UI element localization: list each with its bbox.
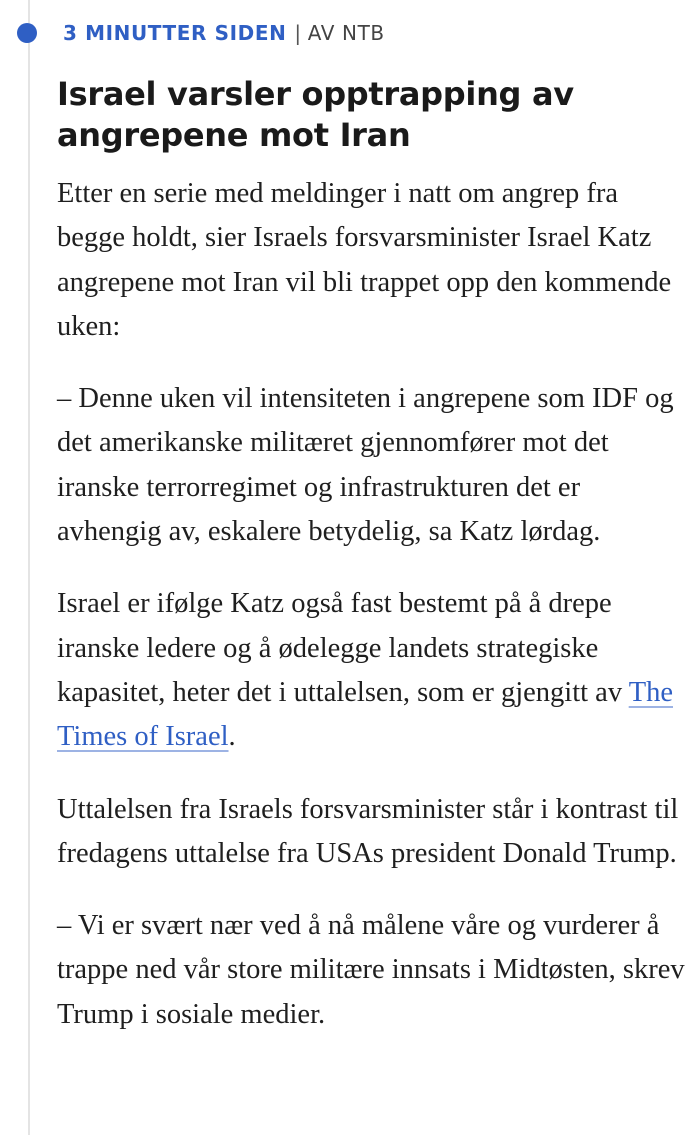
- entry-meta: [63, 21, 385, 45]
- timeline-dot: [17, 23, 37, 43]
- paragraph-2: – Denne uken vil intensiteten i angrepene som IDF og det amerikanske militæret gjennomfører mot det iranske terrorregimet og infrastrukturen det er avhengig av, eskalere betydelig, sa Katz lørdag.: [57, 383, 674, 548]
- paragraph-3-end: .: [228, 721, 236, 753]
- paragraph-5: – Vi er svært nær ved å nå målene våre og vurderer å trappe ned vår store militære innsats i Midtøsten, skrev Trump i sosiale medier.: [57, 910, 685, 1030]
- paragraph-3: [57, 582, 685, 759]
- entry-timestamp: 3 MINUTTER SIDEN: [63, 21, 287, 45]
- paragraph-3-text: Israel er ifølge Katz også fast bestemt på å drepe iranske ledere og å ødelegge landets strategiske kapasitet, heter det i uttalelsen, som er gjengitt av: [57, 588, 629, 708]
- entry-author: AV NTB: [307, 21, 385, 45]
- entry-body: [57, 172, 685, 1065]
- paragraph-1: Etter en serie med meldinger i natt om angrep fra begge holdt, sier Israels forsvarsminister Israel Katz angrepene mot Iran vil bli trappet opp den kommende uken:: [57, 178, 672, 342]
- paragraph-4: Uttalelsen fra Israels forsvarsminister står i kontrast til fredagens uttalelse fra USAs president Donald Trump.: [57, 793, 679, 869]
- times-of-israel-link[interactable]: The Times of Israel: [57, 676, 673, 753]
- meta-separator: |: [294, 21, 302, 45]
- timeline-line: [28, 0, 30, 1135]
- entry-headline: Israel varsler opptrapping av angrepene mot Iran: [57, 75, 574, 154]
